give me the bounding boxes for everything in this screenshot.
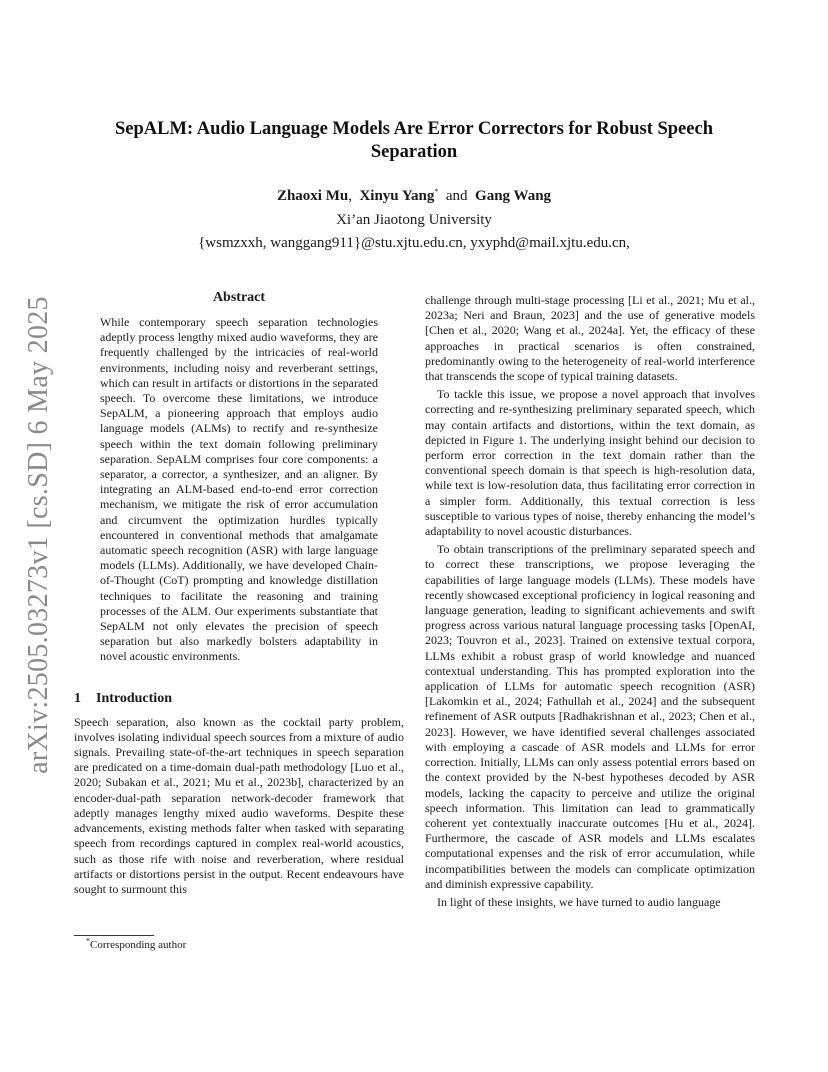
author-2: Xinyu Yang (359, 188, 435, 204)
intro-paragraph-1: Speech separation, also known as the cocktail party problem, involves isolating individual speech sources from a mixture of audio signals. Prevailing state-of-the-art techniques in speech separation are predicated on a time-domain dual-path methodology [Luo et al., 2020; Subakan et al., 2021; Mu et al., 2023b], characterized by an encoder-dual-path separation network-decoder framework that adeptly manages lengthy mixed audio waveforms. Despite these advancements, existing methods falter when tasked with separating speech from recordings captured in complex real-world acoustics, such as those rife with noise and reverberation, where residual artifacts or distortions persist in the output. Recent endeavours have sought to surmount this (74, 714, 404, 896)
author-separator: , (348, 188, 352, 204)
right-paragraph-2: To tackle this issue, we propose a novel approach that involves correcting and re-synthesizing preliminary separated speech, which may contain artifacts and distortions, within the text domain, as depicted in Figure 1. The underlying insight behind our decision to perform error correction in the text domain rather than the conventional speech domain is that speech is high-resolution data, while text is low-resolution data, thus facilitating error correction in a simpler form. Additionally, this textual correction is less susceptible to various types of noise, thereby enhancing the model’s adaptability to novel acoustic disturbances. (425, 387, 755, 539)
paper-title-line2: Separation (370, 142, 458, 162)
affiliation: Xi’an Jiaotong University (336, 212, 492, 228)
author-3: Gang Wang (475, 188, 552, 204)
section-title: Introduction (96, 690, 172, 706)
section-number: 1 (74, 690, 81, 706)
footnote-mark: * (86, 936, 90, 946)
right-column (425, 293, 755, 910)
arxiv-identifier (14, 296, 64, 774)
footnote-text: Corresponding author (90, 939, 187, 951)
right-paragraph-4: In light of these insights, we have turned to audio language (437, 894, 721, 909)
paper-title (70, 118, 758, 164)
corresponding-author-mark: * (434, 187, 439, 196)
arxiv-identifier-text: arXiv:2505.03273v1 [cs.SD] 6 May 2025 (23, 296, 55, 774)
footnote (86, 938, 186, 952)
left-column (74, 290, 404, 897)
author-list (70, 186, 758, 206)
author-conjunction: and (445, 188, 468, 204)
section-heading-introduction (74, 691, 404, 707)
abstract-heading: Abstract (212, 290, 266, 305)
paper-title-line1: SepALM: Audio Language Models Are Error Correctors for Robust Speech (115, 119, 713, 139)
right-paragraph-3: To obtain transcriptions of the preliminary separated speech and to correct these transcriptions, we propose leveraging the capabilities of large language models (LLMs). These models have recently showcased exceptional proficiency in logical reasoning and language generation, leading to significant achievements and swift progress across various natural language processing tasks [OpenAI, 2023; Touvron et al., 2023]. Trained on extensive textual corpora, LLMs exhibit a robust grasp of world knowledge and nuanced contextual understanding. This has prompted exploration into the application of LLMs for automatic speech recognition (ASR) [Lakomkin et al., 2024; Fathullah et al., 2024] and the subsequent refinement of ASR outputs [Radhakrishnan et al., 2023; Chen et al., 2023]. However, we have identified several challenges associated with employing a cascade of ASR models and LLMs for error correction. Initially, LLMs can only assess potential errors based on the context provided by the N-best hypotheses decoded by ASR models, lacking the capacity to perceive and utilize the original speech information. This limitation can lead to grammatically coherent yet contextually inaccurate outcomes [Hu et al., 2024]. Furthermore, the cascade of ASR models and LLMs escalates computational expenses and the risk of error accumulation, while incompatibilities between the models can complicate optimization and diminish expressive capability. (425, 542, 755, 891)
author-1: Zhaoxi Mu (276, 188, 349, 204)
right-paragraph-1: challenge through multi-stage processing [Li et al., 2021; Mu et al., 2023a; Neri and Braun, 2023] and the use of generative models [Chen et al., 2020; Wang et al., 2024a]. Yet, the efficacy of these approaches in practical scenarios is often constrained, predominantly owing to the heterogeneity of real-world interference that transcends the scope of typical training datasets. (425, 293, 755, 384)
author-emails: {wsmzxxh, wanggang911}@stu.xjtu.edu.cn, yxyphd@mail.xjtu.edu.cn, (198, 235, 630, 251)
abstract-text: While contemporary speech separation technologies adeptly process lengthy mixed audio waveforms, they are frequently challenged by the intricacies of real-world environments, including noisy and reverberant settings, which can result in artifacts or distortions in the separated speech. To overcome these limitations, we introduce SepALM, a pioneering approach that employs audio language models (ALMs) to rectify and re-synthesize speech within the text domain following preliminary separation. SepALM comprises four core components: a separator, a corrector, a synthesizer, and an aligner. By integrating an ALM-based end-to-end error correction mechanism, we mitigate the risk of error accumulation and circumvent the optimization hurdles typically encountered in conventional methods that amalgamate automatic speech recognition (ASR) with large language models (LLMs). Additionally, we have developed Chain-of-Thought (CoT) prompting and knowledge distillation techniques to facilitate the reasoning and training processes of the ALM. Our experiments substantiate that SepALM not only elevates the precision of speech separation but also markedly bolsters adaptability in novel acoustic environments. (100, 315, 378, 664)
